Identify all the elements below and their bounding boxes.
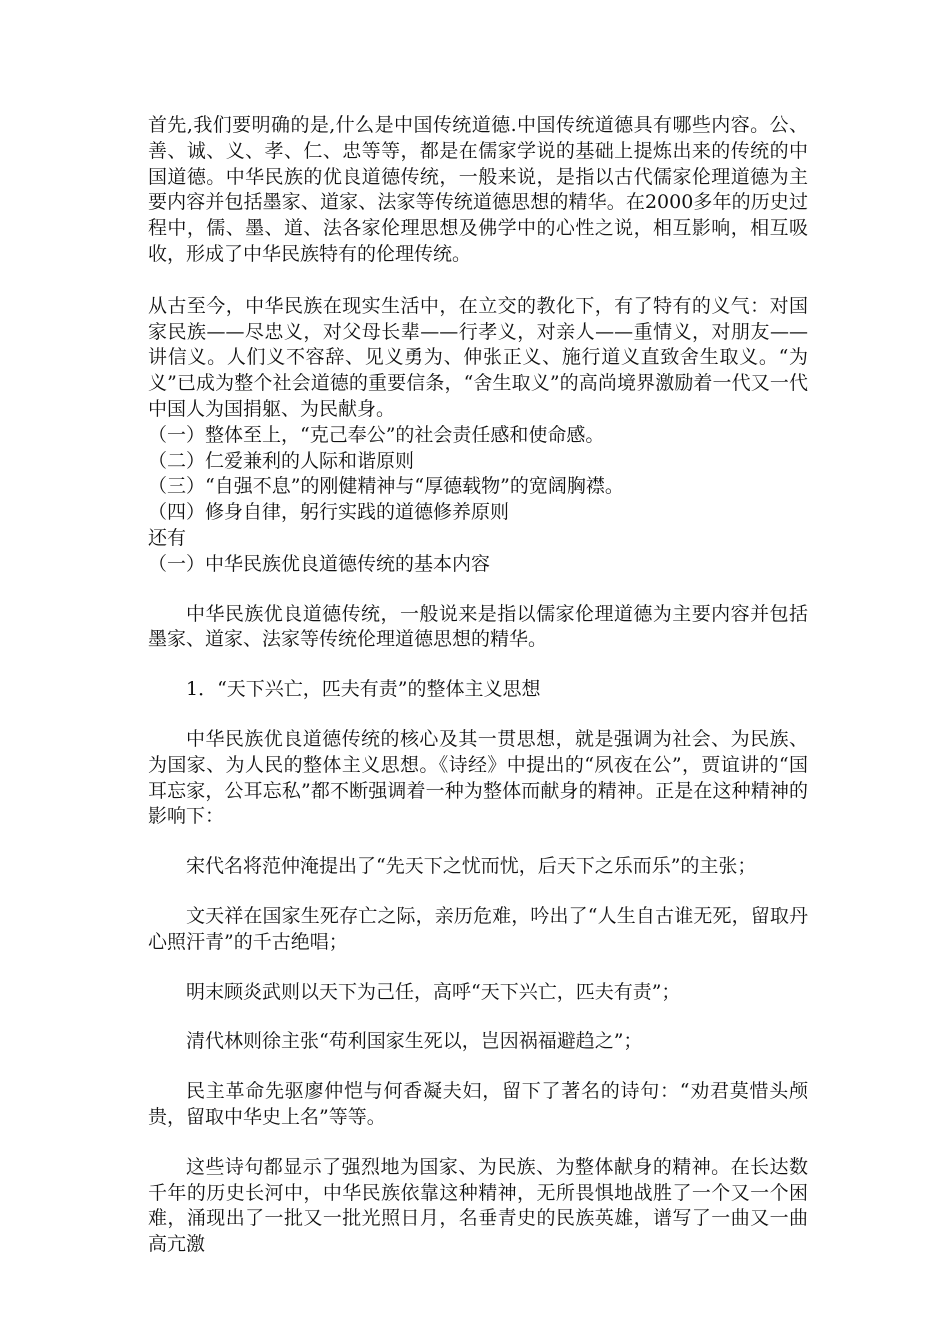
- paragraph-closing: 这些诗句都显示了强烈地为国家、为民族、为整体献身的精神。在长达数千年的历史长河中，中华民族依靠这种精神，无所畏惧地战胜了一个又一个困难，涌现出了一批又一批光照日月，名垂青史的民族英雄，谱写了一曲又一曲高亢激: [148, 1155, 808, 1256]
- paragraph-lin: 清代林则徐主张“苟利国家生死以，岂因祸福避趋之”；: [186, 1030, 643, 1053]
- paragraph-core: 中华民族优良道德传统的核心及其一贯思想，就是强调为社会、为民族、为国家、为人民的整体主义思想。《诗经》中提出的“夙夜在公”，贾谊讲的“国耳忘家，公耳忘私”都不断强调着一种为整体而献身的精神。正是在这种精神的影响下：: [148, 727, 808, 828]
- paragraph-yiqi: 从古至今，中华民族在现实生活中，在立交的教化下，有了特有的义气：对国家民族——尽忠义，对父母长辈——行孝义，对亲人——重情义，对朋友——讲信义。人们义不容辞、见义勇为、伸张正义、施行道义直致舍生取义。“为义”已成为整个社会道德的重要信条，“舍生取义”的高尚境界激励着一代又一代中国人为国捐躯、为民献身。: [148, 294, 808, 420]
- list-item: （三）“自强不息”的刚健精神与“厚德载物”的宽阔胸襟。: [148, 475, 624, 498]
- paragraph-intro: 首先,我们要明确的是,什么是中国传统道德.中国传统道德具有哪些内容。公、善、诚、义、孝、仁、忠等等，都是在儒家学说的基础上提炼出来的传统的中国道德。中华民族的优良道德传统，一般来说，是指以古代儒家伦理道德为主要内容并包括墨家、道家、法家等传统道德思想的精华。在2000多年的历史过程中，儒、墨、道、法各家伦理思想及佛学中的心性之说，相互影响，相互吸收，形成了中华民族特有的伦理传统。: [148, 114, 808, 265]
- section-heading: （一）中华民族优良道德传统的基本内容: [148, 552, 491, 575]
- paragraph-liao: 民主革命先驱廖仲恺与何香凝夫妇，留下了著名的诗句：“劝君莫惜头颅贵，留取中华史上名”等等。: [148, 1080, 808, 1128]
- paragraph-wen: 文天祥在国家生死存亡之际，亲历危难，吟出了“人生自古谁无死，留取丹心照汗青”的千古绝唱；: [148, 904, 808, 953]
- paragraph-gu: 明末顾炎武则以天下为己任，高呼“天下兴亡，匹夫有责”；: [186, 980, 681, 1003]
- list-item: （一）整体至上，“克己奉公”的社会责任感和使命感。: [148, 423, 605, 446]
- paragraph-basic: 中华民族优良道德传统，一般说来是指以儒家伦理道德为主要内容并包括墨家、道家、法家等传统伦理道德思想的精华。: [148, 602, 808, 651]
- subheading: 1．“天下兴亡，匹夫有责”的整体主义思想: [186, 678, 541, 701]
- list-item: （四）修身自律，躬行实践的道德修养原则: [148, 501, 510, 524]
- document-body: [148, 113, 808, 1258]
- text-also: 还有: [148, 526, 187, 549]
- list-item: （二）仁爱兼利的人际和谐原则: [148, 449, 415, 472]
- paragraph-fan: 宋代名将范仲淹提出了“先天下之忧而忧，后天下之乐而乐”的主张；: [186, 855, 757, 878]
